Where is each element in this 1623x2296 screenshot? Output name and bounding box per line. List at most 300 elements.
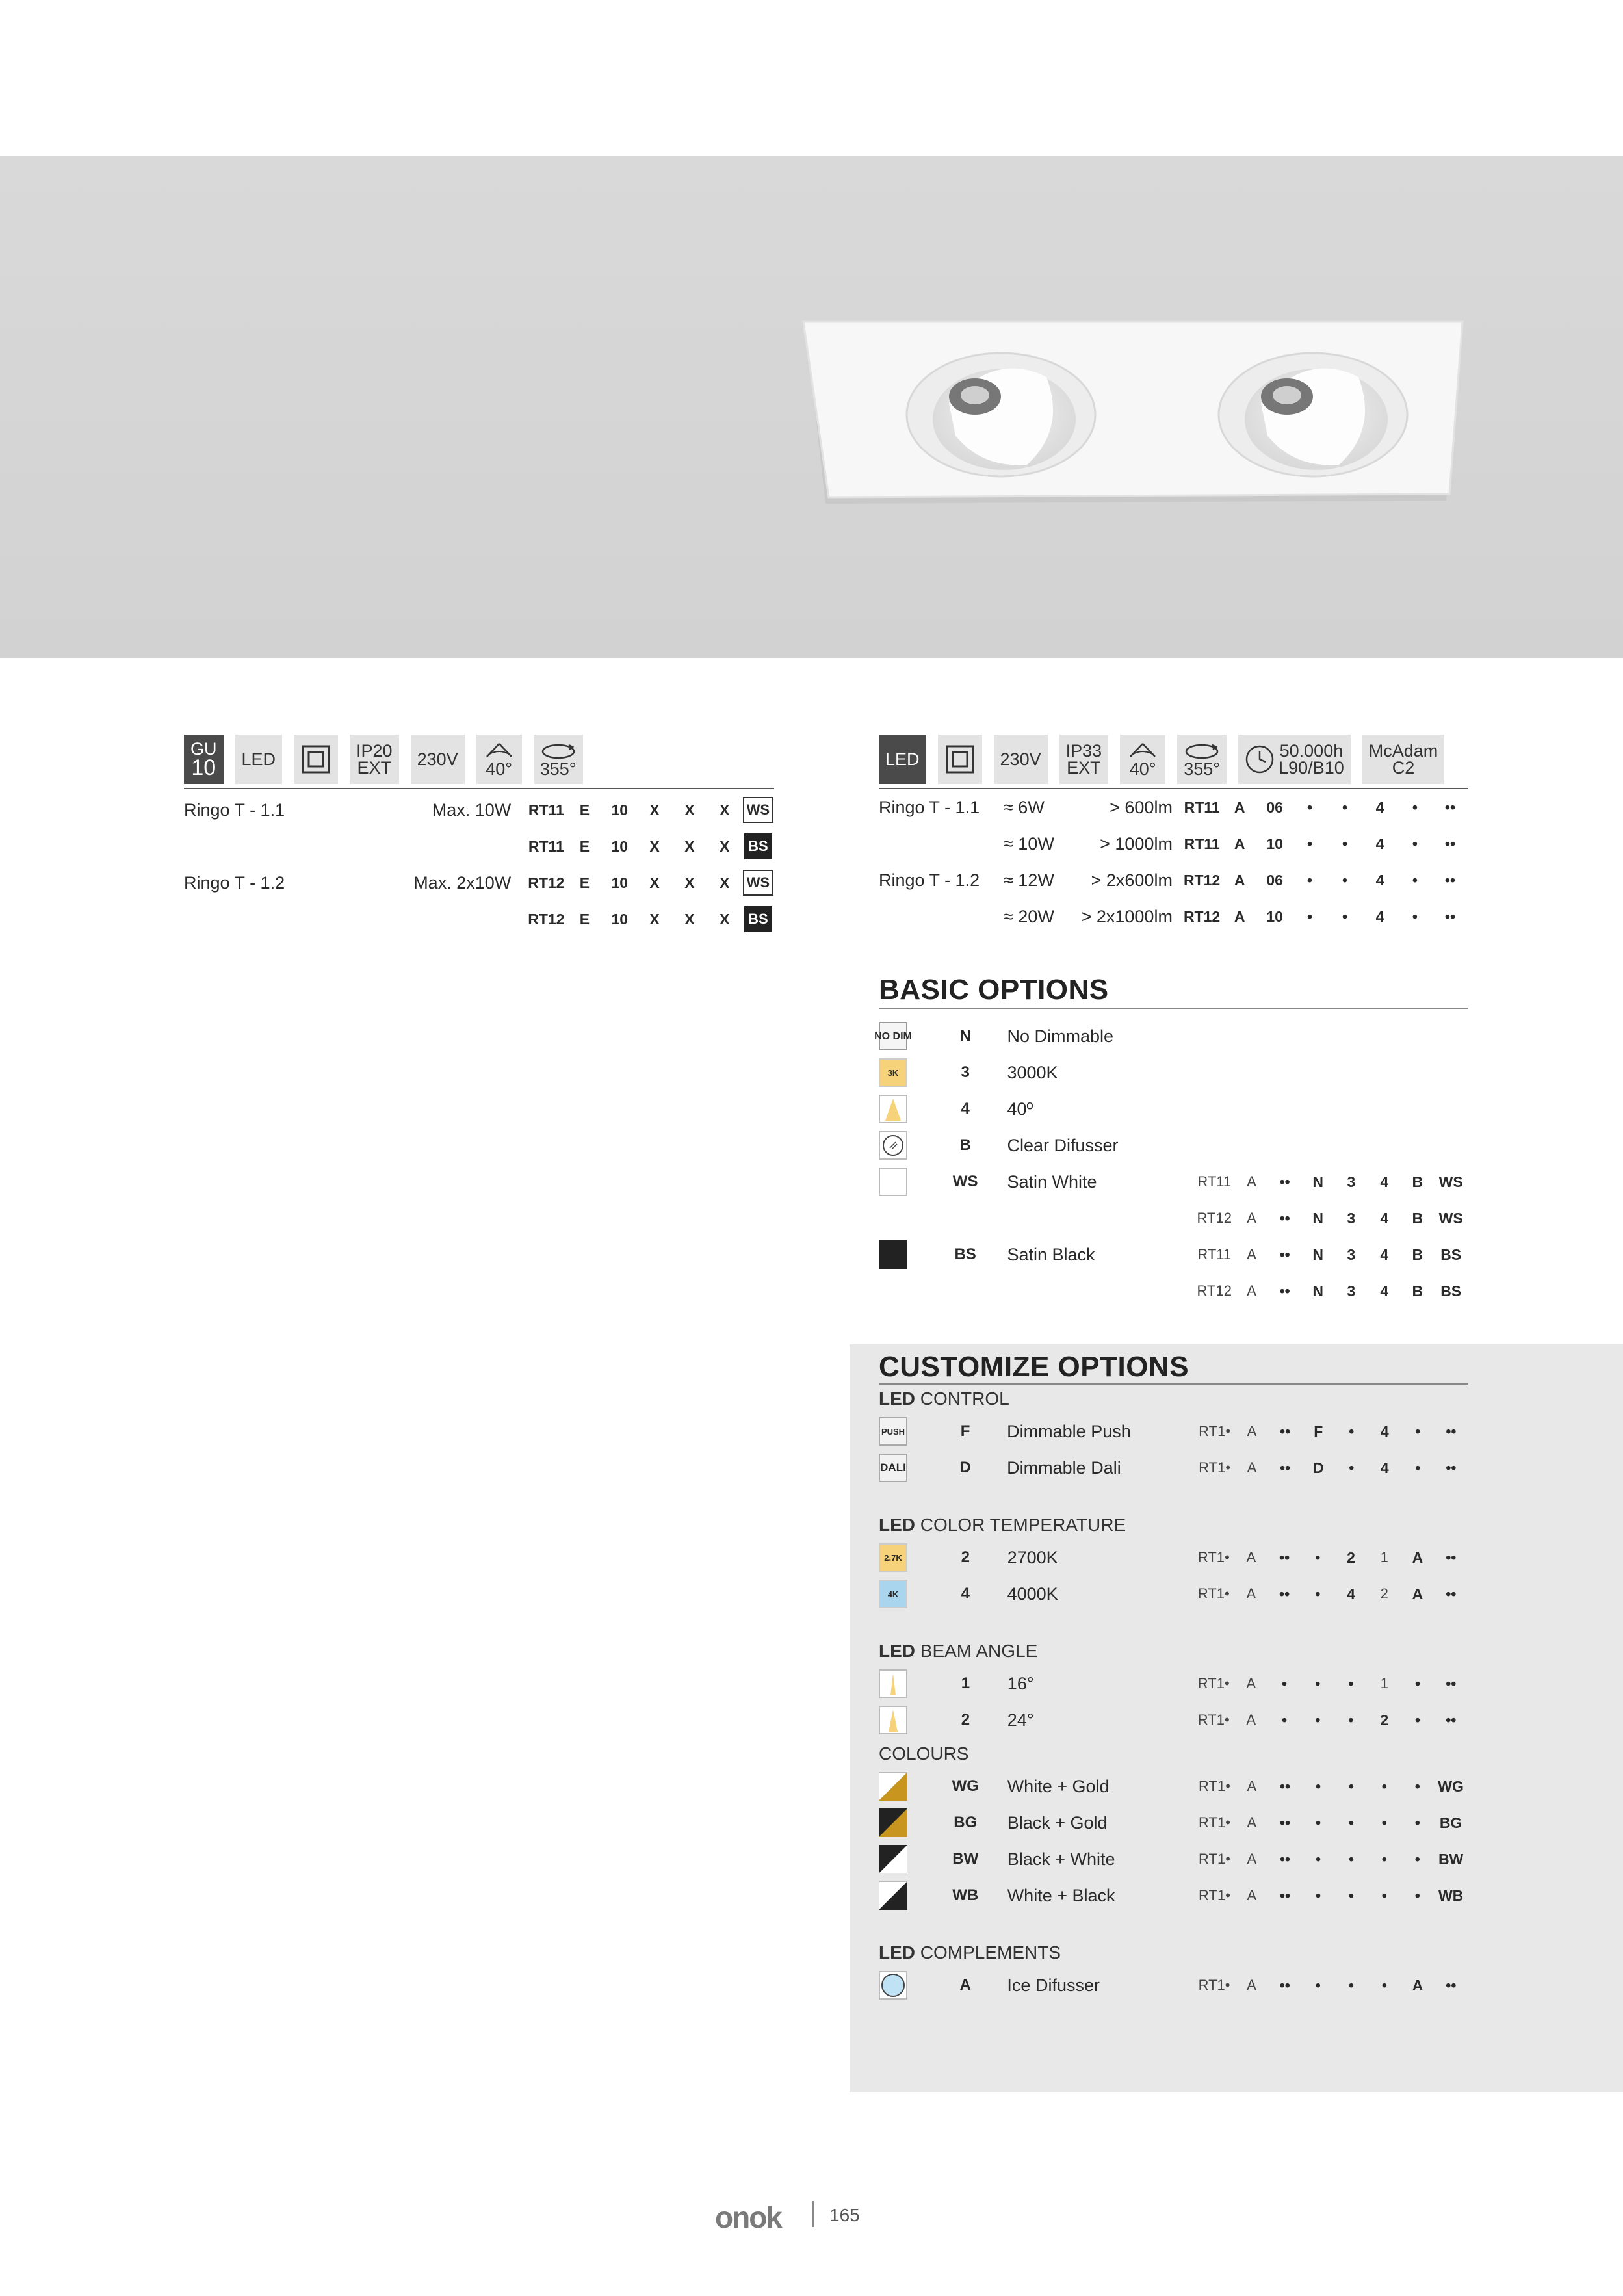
ref-code-cell: • [1348, 1814, 1354, 1831]
option-row [879, 1805, 1468, 1841]
black-gold-swatch-icon [879, 1808, 907, 1837]
ref-code-cell: A [1247, 1459, 1257, 1476]
option-row [879, 1127, 1468, 1164]
ref-code-cell: • [1281, 1675, 1288, 1692]
ref-code-cell: RT1• [1199, 1851, 1230, 1867]
ref-code-cell: • [1315, 1850, 1321, 1868]
ref-code-cell [1368, 1091, 1401, 1127]
ref-code-cell [1235, 1091, 1268, 1127]
ref-code-cell: A [1247, 1246, 1256, 1262]
code-cell: X [720, 874, 730, 891]
ref-code-cell: •• [1279, 1850, 1290, 1868]
code-cell: • [1307, 798, 1313, 816]
ref-code-cell [1268, 1091, 1301, 1127]
option-icon-cell [879, 1805, 937, 1841]
option-row [879, 1413, 1468, 1450]
ref-code-cell: •• [1279, 1976, 1290, 1994]
beam-40-icon [879, 1095, 907, 1123]
ref-code-cell: RT11 [1197, 1173, 1232, 1190]
code-cell: A [1234, 907, 1245, 925]
ref-code-cell: •• [1446, 1711, 1457, 1729]
basic-divider [879, 1008, 1468, 1009]
satin-white-badge: WS [743, 797, 773, 823]
ref-code-cell: A [1246, 1549, 1256, 1565]
ref-code-cell: RT1• [1199, 1814, 1230, 1831]
code-cell: X [649, 910, 660, 928]
option-row [879, 1841, 1468, 1877]
table-row [879, 826, 1468, 862]
ref-code-cell: •• [1446, 1585, 1457, 1602]
ref-code-cell: RT12 [1197, 1210, 1232, 1226]
ref-code-cell: • [1348, 1976, 1354, 1994]
code-cell: 4 [1375, 907, 1384, 925]
power-value: ≈ 20W [1003, 906, 1054, 926]
ref-code-cell: BS [1440, 1246, 1462, 1263]
option-row [879, 1273, 1468, 1309]
option-icon-cell [879, 1273, 937, 1309]
code-cell: RT12 [1183, 907, 1221, 925]
ref-code-cell: A [1247, 1814, 1257, 1831]
ref-code-cell: • [1414, 1675, 1420, 1692]
ref-code-cell: RT1• [1199, 1459, 1231, 1476]
option-label: Clear Difusser [1007, 1135, 1119, 1155]
option-icon-cell [879, 1877, 937, 1914]
option-code: WG [952, 1777, 979, 1795]
option-code: 3 [961, 1063, 970, 1081]
option-icon-cell [879, 1091, 937, 1127]
right-reference-table [879, 789, 1468, 935]
ref-code-cell: N [1312, 1209, 1324, 1227]
ref-code-cell: 4 [1380, 1173, 1389, 1190]
satin-black-swatch-icon [879, 1240, 907, 1269]
code-cell: RT12 [1183, 871, 1221, 889]
section-name: BEAM ANGLE [920, 1641, 1038, 1661]
ref-code-cell: • [1381, 1850, 1387, 1868]
code-cell: •• [1444, 798, 1456, 816]
model-name [879, 826, 1004, 862]
ringo-t-product-illustration [0, 156, 1623, 658]
ref-code-cell: A [1246, 1675, 1256, 1691]
option-icon-cell [879, 1665, 937, 1702]
section-prefix: LED [879, 1515, 920, 1535]
option-label: 2700K [1007, 1547, 1058, 1567]
ref-code-cell: •• [1446, 1422, 1457, 1440]
ref-code-cell [1301, 1018, 1334, 1054]
ref-code-cell: BW [1438, 1850, 1464, 1868]
option-row [879, 1054, 1468, 1091]
section-prefix: LED [879, 1641, 920, 1661]
code-cell: A [1234, 835, 1245, 852]
ref-code-cell: 4 [1347, 1585, 1355, 1602]
ref-code-cell: • [1315, 1585, 1321, 1602]
code-cell: 10 [611, 837, 629, 855]
class2-icon [938, 735, 982, 784]
ref-code-cell [1401, 1054, 1434, 1091]
option-row [879, 1576, 1468, 1612]
max-power [386, 901, 525, 937]
option-row [879, 1091, 1468, 1127]
code-cell: X [720, 801, 730, 818]
ref-code-cell: A [1247, 1778, 1257, 1794]
table-row [879, 898, 1468, 935]
ref-code-cell: • [1315, 1976, 1321, 1994]
code-cell: • [1342, 871, 1348, 889]
option-row [879, 1450, 1468, 1486]
finish-code [742, 901, 774, 937]
ref-code-cell: A [1247, 1210, 1256, 1226]
ref-code-cell [1434, 1091, 1468, 1127]
basic-options-table [874, 1018, 1468, 1309]
option-label: 24° [1007, 1710, 1034, 1730]
option-code: 4 [961, 1585, 970, 1602]
beam-angle-label: 40° [486, 759, 513, 779]
ref-code-cell: WG [1438, 1777, 1464, 1795]
option-icon-cell [879, 1413, 937, 1450]
code-cell: E [579, 874, 590, 891]
table-row [879, 862, 1468, 898]
code-cell: 06 [1266, 798, 1283, 816]
clear-diffuser-icon [879, 1131, 907, 1160]
ref-code-cell: A [1247, 1423, 1257, 1439]
option-label: Satin Black [1007, 1244, 1095, 1264]
ref-code-cell: • [1315, 1814, 1321, 1831]
basic-options-title: BASIC OPTIONS [879, 974, 1109, 1006]
lumen-value: > 600lm [1110, 797, 1173, 817]
customize-options-title: CUSTOMIZE OPTIONS [879, 1351, 1189, 1383]
option-code: 4 [961, 1100, 970, 1117]
option-row [879, 1967, 1468, 2003]
ref-code-cell: •• [1279, 1886, 1290, 1904]
finish-code [742, 828, 774, 865]
ref-code-cell [1235, 1127, 1268, 1164]
ref-code-cell: 4 [1380, 1246, 1389, 1263]
beam-angle-icon [1120, 735, 1165, 784]
code-cell: •• [1444, 835, 1456, 852]
table-row [879, 789, 1468, 826]
code-cell: • [1412, 871, 1418, 889]
ref-code-cell: •• [1279, 1814, 1290, 1831]
ref-code-cell [1235, 1018, 1268, 1054]
option-icon-cell [879, 1200, 937, 1236]
option-label [994, 1200, 1193, 1236]
model-name [184, 828, 386, 865]
ref-code-cell: • [1348, 1886, 1354, 1904]
table-row [184, 901, 774, 937]
ref-code-cell: 4 [1380, 1459, 1389, 1476]
led-icon [235, 735, 283, 784]
left-reference-table [184, 792, 774, 937]
code-cell: X [649, 874, 660, 891]
ref-code-cell: •• [1280, 1459, 1291, 1476]
model-name: Ringo T - 1.2 [184, 872, 285, 893]
blank-icon [879, 1204, 907, 1233]
white-black-swatch-icon [879, 1881, 907, 1910]
option-row [879, 1236, 1468, 1273]
blank-icon [879, 1277, 907, 1305]
led-label: LED [241, 750, 276, 769]
ref-code-cell: •• [1446, 1976, 1457, 1994]
ref-code-cell: A [1247, 1977, 1256, 1993]
ref-code-cell: •• [1279, 1777, 1290, 1795]
ref-code-cell: • [1415, 1422, 1421, 1440]
ref-code-cell: • [1349, 1422, 1355, 1440]
ref-code-cell: • [1414, 1886, 1420, 1904]
3k-icon: 3K [879, 1058, 907, 1087]
left-feature-icons [184, 735, 583, 784]
ref-code-cell [1401, 1127, 1434, 1164]
option-label: Satin White [1007, 1171, 1097, 1192]
option-icon-cell [879, 1054, 937, 1091]
option-code: A [959, 1976, 971, 1994]
ref-code-cell [1193, 1054, 1235, 1091]
section-prefix: LED [879, 1942, 920, 1963]
ref-code-cell: A [1412, 1976, 1423, 1994]
macadam-icon [1362, 735, 1445, 784]
power-value: ≈ 12W [1003, 870, 1054, 890]
ref-code-cell: RT1• [1197, 1549, 1230, 1565]
ref-code-cell: • [1348, 1850, 1354, 1868]
ref-code-cell: • [1415, 1459, 1421, 1476]
option-label: White + Gold [1007, 1776, 1110, 1796]
gu10-label: GU [190, 739, 217, 759]
led-label: LED [885, 750, 920, 769]
model-name [184, 901, 386, 937]
model-name: Ringo T - 1.1 [184, 800, 285, 820]
ref-code-cell: B [1412, 1209, 1423, 1227]
option-icon-cell [879, 1967, 937, 2003]
lifetime-icon [1238, 735, 1351, 784]
ref-code-cell: WS [1438, 1209, 1463, 1227]
ref-code-cell: • [1315, 1548, 1321, 1566]
table-row [184, 792, 774, 828]
option-row [879, 1877, 1468, 1914]
option-icon-cell [879, 1236, 937, 1273]
ref-code-cell: 4 [1380, 1209, 1389, 1227]
ref-code-cell [1334, 1054, 1368, 1091]
code-cell: RT12 [528, 910, 565, 928]
customize-divider [879, 1383, 1468, 1385]
ref-code-cell: • [1414, 1711, 1420, 1729]
ref-code-cell: A [1247, 1887, 1257, 1903]
option-label: Black + Gold [1007, 1812, 1108, 1833]
ref-code-cell: •• [1279, 1282, 1290, 1299]
code-cell: 4 [1375, 871, 1384, 889]
code-cell: RT11 [1184, 798, 1220, 816]
ref-code-cell: 4 [1380, 1282, 1389, 1299]
section-prefix: LED [879, 1389, 920, 1409]
ref-code-cell: B [1412, 1282, 1423, 1299]
voltage-label: 230V [417, 750, 458, 769]
option-label: 40º [1007, 1099, 1033, 1119]
footer-separator [812, 2201, 814, 2227]
beam-angle-icon [476, 735, 522, 784]
option-label: Dimmable Dali [1007, 1457, 1121, 1478]
section-title [879, 1515, 1468, 1535]
option-row [879, 1164, 1468, 1200]
ref-code-cell: 2 [1380, 1711, 1389, 1729]
product-photo [0, 156, 1623, 658]
ref-code-cell: A [1246, 1585, 1256, 1602]
ref-code-cell: WB [1438, 1886, 1464, 1904]
ref-code-cell: B [1412, 1173, 1423, 1190]
option-row [879, 1539, 1468, 1576]
satin-white-badge: WS [743, 870, 773, 896]
ref-code-cell: RT1• [1199, 1423, 1231, 1439]
model-name: Ringo T - 1.2 [879, 870, 980, 890]
ref-code-cell: • [1414, 1777, 1420, 1795]
ref-code-cell: A [1247, 1283, 1256, 1299]
ref-code-cell [1334, 1018, 1368, 1054]
code-cell: X [684, 874, 695, 891]
option-icon-cell [879, 1539, 937, 1576]
option-label [994, 1273, 1193, 1309]
customize-section [879, 1389, 1468, 1486]
ref-code-cell: •• [1279, 1548, 1290, 1566]
ref-code-cell [1368, 1127, 1401, 1164]
ref-code-cell: • [1381, 1777, 1387, 1795]
option-icon-cell [879, 1576, 937, 1612]
customize-section [879, 1743, 1468, 1914]
max-power [386, 828, 525, 865]
voltage-label: 230V [1000, 750, 1041, 769]
satin-black-badge: BS [744, 906, 772, 932]
option-row [879, 1702, 1468, 1738]
table-row [184, 865, 774, 901]
option-code: N [959, 1027, 971, 1045]
ref-code-cell: • [1381, 1814, 1387, 1831]
option-label: 3000K [1007, 1062, 1058, 1082]
macadam-label: C2 [1392, 758, 1415, 777]
power-value: ≈ 10W [1003, 833, 1054, 854]
option-icon-cell [879, 1841, 937, 1877]
ref-code-cell: • [1414, 1814, 1420, 1831]
ref-code-cell: •• [1279, 1209, 1290, 1227]
code-cell: • [1412, 835, 1418, 852]
option-row [879, 1768, 1468, 1805]
ref-code-cell: •• [1279, 1173, 1290, 1190]
ref-code-cell: • [1281, 1711, 1288, 1729]
option-code [937, 1273, 994, 1309]
section-table [879, 1768, 1468, 1914]
class2-icon [294, 735, 338, 784]
ref-code-cell: • [1414, 1850, 1420, 1868]
ref-code-cell: RT1• [1197, 1585, 1230, 1602]
ref-code-cell [1401, 1018, 1434, 1054]
code-cell: 10 [611, 910, 629, 928]
ref-code-cell [1268, 1018, 1301, 1054]
ref-code-cell [1434, 1054, 1468, 1091]
option-icon-cell [879, 1164, 937, 1200]
ref-code-cell: 3 [1347, 1282, 1356, 1299]
finish-code [742, 865, 774, 901]
code-cell: 10 [1266, 835, 1283, 852]
option-code: WB [952, 1886, 979, 1904]
customize-section [879, 1515, 1468, 1612]
option-code: BS [954, 1246, 976, 1263]
section-table [879, 1413, 1468, 1486]
max-power: Max. 2x10W [413, 872, 512, 893]
ip33-label: EXT [1067, 758, 1101, 777]
ref-code-cell: •• [1279, 1246, 1290, 1263]
ref-code-cell: A [1412, 1585, 1423, 1602]
black-white-swatch-icon [879, 1845, 907, 1873]
brand-logo: onok [715, 2200, 781, 2234]
code-cell: X [720, 837, 730, 855]
ref-code-cell: N [1312, 1246, 1324, 1263]
option-row [879, 1018, 1468, 1054]
no-dim-icon: NO DIM [879, 1022, 907, 1050]
option-code [937, 1200, 994, 1236]
gu10-label: 10 [191, 755, 216, 780]
section-table [879, 1967, 1468, 2003]
ref-code-cell: RT1• [1198, 1977, 1230, 1993]
rotation-icon [1177, 735, 1227, 784]
ref-code-cell [1193, 1127, 1235, 1164]
gu10-icon [184, 735, 224, 784]
code-cell: 06 [1266, 871, 1283, 889]
code-cell: A [1234, 871, 1245, 889]
ref-code-cell [1301, 1091, 1334, 1127]
ref-code-cell [1434, 1127, 1468, 1164]
option-icon-cell [879, 1702, 937, 1738]
option-code: WS [952, 1173, 978, 1190]
ip20-icon [350, 735, 399, 784]
ref-code-cell: • [1348, 1675, 1354, 1692]
left-divider [184, 788, 774, 789]
ref-code-cell [1235, 1054, 1268, 1091]
ref-code-cell: 2 [1347, 1548, 1355, 1566]
option-icon-cell [879, 1450, 937, 1486]
satin-black-badge: BS [744, 833, 772, 859]
ref-code-cell [1193, 1091, 1235, 1127]
ref-code-cell: •• [1446, 1459, 1457, 1476]
option-code: D [959, 1459, 971, 1476]
ref-code-cell: N [1312, 1282, 1324, 1299]
code-cell: • [1307, 907, 1313, 925]
lumen-value: > 2x1000lm [1081, 906, 1173, 926]
section-title [879, 1942, 1468, 1963]
option-label: 4000K [1007, 1584, 1058, 1604]
2700k-icon: 2.7K [879, 1543, 907, 1572]
option-label: No Dimmable [1007, 1026, 1114, 1046]
ref-code-cell: RT1• [1197, 1675, 1230, 1691]
ref-code-cell: BG [1439, 1814, 1462, 1831]
code-cell: • [1342, 835, 1348, 852]
ref-code-cell: 4 [1380, 1422, 1389, 1440]
ref-code-cell: 3 [1347, 1209, 1356, 1227]
ref-code-cell: • [1315, 1675, 1321, 1692]
lifetime-text [1279, 742, 1344, 776]
power-value: ≈ 6W [1003, 797, 1045, 817]
ref-code-cell: •• [1279, 1585, 1290, 1602]
ip33-label: IP33 [1065, 741, 1102, 761]
section-name: COMPLEMENTS [920, 1942, 1061, 1963]
model-name: Ringo T - 1.1 [879, 797, 980, 817]
ref-code-cell: RT1• [1199, 1887, 1230, 1903]
ref-code-cell: • [1315, 1777, 1321, 1795]
ref-code-cell [1301, 1054, 1334, 1091]
code-cell: X [649, 837, 660, 855]
ref-code-cell [1334, 1127, 1368, 1164]
lifetime-label: L90/B10 [1279, 758, 1344, 777]
lumen-value: > 1000lm [1100, 833, 1173, 854]
option-code: 2 [961, 1548, 970, 1566]
code-cell: • [1412, 798, 1418, 816]
option-label: Black + White [1007, 1849, 1115, 1869]
page-number: 165 [829, 2205, 860, 2225]
table-row [184, 828, 774, 865]
model-name [879, 898, 1004, 935]
